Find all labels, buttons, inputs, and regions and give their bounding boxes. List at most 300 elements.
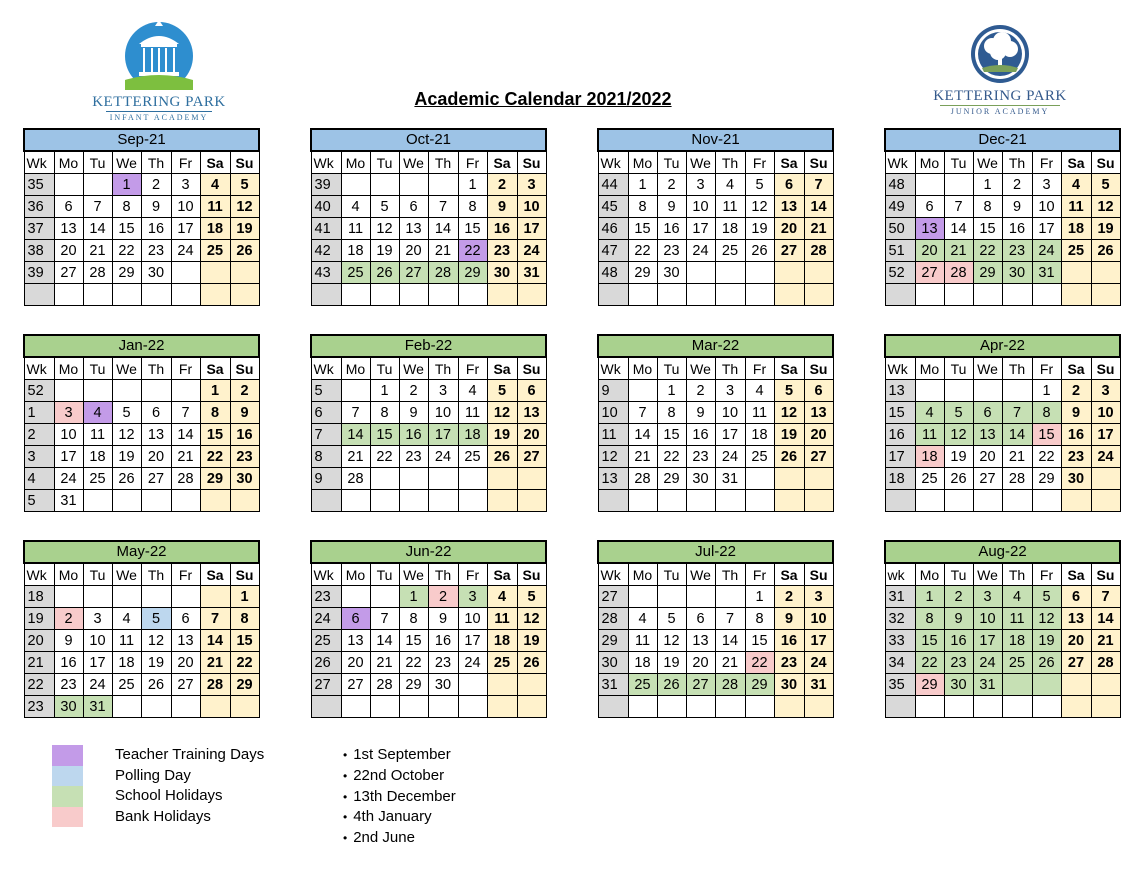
day-cell: 30 [944,674,973,696]
day-cell: 9 [774,608,804,630]
day-cell: 5 [370,196,399,218]
week-number: 52 [885,262,915,284]
day-cell: 4 [715,174,745,196]
page-title: Academic Calendar 2021/2022 [414,89,672,109]
day-cell: 28 [944,262,973,284]
week-column-header: Wk [885,151,915,174]
day-header: Fr [1032,357,1061,380]
training-dates-list [343,745,456,849]
empty-cell [341,490,370,512]
day-cell: 11 [83,424,112,446]
week-number: 9 [311,468,341,490]
week-number [598,696,628,718]
month-aug-22 [884,540,1121,718]
day-cell: 1 [745,586,774,608]
day-cell: 13 [1061,608,1091,630]
day-cell: 25 [200,240,230,262]
day-cell: 28 [83,262,112,284]
week-number: 23 [24,696,54,718]
week-column-header: Wk [311,563,341,586]
week-number: 44 [598,174,628,196]
legend-swatch [52,786,83,807]
bandstand-icon [119,14,199,90]
day-cell: 5 [230,174,259,196]
week-number [885,490,915,512]
day-cell: 25 [1061,240,1091,262]
day-cell: 15 [112,218,141,240]
day-cell: 4 [487,586,517,608]
week-number: 43 [311,262,341,284]
empty-cell [428,284,458,306]
day-cell: 26 [230,240,259,262]
week-number: 10 [598,402,628,424]
day-cell: 22 [399,652,428,674]
day-cell: 19 [112,446,141,468]
day-cell: 24 [804,652,833,674]
day-cell: 24 [83,674,112,696]
day-cell: 26 [141,674,171,696]
day-cell: 27 [774,240,804,262]
training-date: • 13th December [343,787,456,805]
empty-cell [341,174,370,196]
empty-cell [745,262,774,284]
day-cell: 21 [1002,446,1032,468]
day-header: Sa [487,357,517,380]
day-header: We [686,357,715,380]
day-cell: 6 [141,402,171,424]
week-number: 18 [24,586,54,608]
empty-cell [804,468,833,490]
day-cell: 16 [428,630,458,652]
day-cell: 13 [141,424,171,446]
day-header: Th [1002,563,1032,586]
day-cell: 8 [370,402,399,424]
day-header: Fr [171,563,200,586]
empty-cell [686,490,715,512]
day-header: Su [230,357,259,380]
day-cell: 12 [1091,196,1120,218]
day-cell: 16 [1002,218,1032,240]
day-cell: 8 [458,196,487,218]
day-cell: 30 [230,468,259,490]
day-cell: 7 [171,402,200,424]
day-cell: 13 [171,630,200,652]
day-cell: 29 [745,674,774,696]
empty-cell [428,490,458,512]
tree-icon [968,24,1032,84]
day-cell: 14 [804,196,833,218]
week-column-header: Wk [598,357,628,380]
day-cell: 30 [686,468,715,490]
month-apr-22 [884,334,1121,512]
empty-cell [200,696,230,718]
day-cell: 11 [628,630,657,652]
empty-cell [973,490,1002,512]
day-cell: 26 [745,240,774,262]
day-cell: 31 [54,490,83,512]
day-header: Fr [458,563,487,586]
week-column-header: Wk [598,563,628,586]
day-header: Tu [83,151,112,174]
day-cell: 2 [944,586,973,608]
day-header: Su [1091,151,1120,174]
week-number [598,284,628,306]
bullet-icon: • [343,831,348,846]
week-number: 9 [598,380,628,402]
day-header: Tu [370,563,399,586]
day-header: Mo [915,151,944,174]
day-cell: 17 [973,630,1002,652]
day-cell: 9 [428,608,458,630]
week-number: 27 [311,674,341,696]
day-cell: 31 [517,262,546,284]
day-header: We [399,563,428,586]
empty-cell [171,284,200,306]
day-cell: 3 [686,174,715,196]
day-header: Sa [200,151,230,174]
empty-cell [112,284,141,306]
day-header: Su [804,357,833,380]
day-cell: 15 [973,218,1002,240]
day-cell: 30 [428,674,458,696]
day-cell: 24 [517,240,546,262]
week-number: 40 [311,196,341,218]
infant-logo-name: KETTERING PARK [92,94,226,110]
week-number: 26 [311,652,341,674]
empty-cell [517,696,546,718]
day-cell: 3 [1091,380,1120,402]
week-number: 6 [311,402,341,424]
empty-cell [1091,262,1120,284]
day-cell: 11 [745,402,774,424]
day-cell: 27 [686,674,715,696]
day-cell: 10 [428,402,458,424]
day-cell: 19 [944,446,973,468]
day-cell: 10 [715,402,745,424]
day-cell: 22 [370,446,399,468]
empty-cell [458,696,487,718]
day-cell: 22 [1032,446,1061,468]
day-cell: 4 [341,196,370,218]
day-header: Tu [657,151,686,174]
empty-cell [517,490,546,512]
day-cell: 4 [200,174,230,196]
empty-cell [774,696,804,718]
day-header: We [686,563,715,586]
day-cell: 12 [370,218,399,240]
day-cell: 7 [628,402,657,424]
day-cell: 8 [745,608,774,630]
month-header: Aug-22 [885,541,1120,563]
empty-cell [370,490,399,512]
day-cell: 12 [230,196,259,218]
empty-cell [112,586,141,608]
day-cell: 5 [517,586,546,608]
day-header: Sa [200,357,230,380]
empty-cell [54,174,83,196]
empty-cell [1032,696,1061,718]
day-cell: 22 [973,240,1002,262]
day-cell: 5 [487,380,517,402]
empty-cell [1032,490,1061,512]
day-cell: 4 [1002,586,1032,608]
empty-cell [628,284,657,306]
day-cell: 26 [517,652,546,674]
day-cell: 10 [458,608,487,630]
day-header: We [973,357,1002,380]
day-cell: 1 [399,586,428,608]
empty-cell [141,284,171,306]
day-cell: 22 [458,240,487,262]
empty-cell [1002,284,1032,306]
week-number: 22 [24,674,54,696]
day-cell: 6 [399,196,428,218]
week-number [311,490,341,512]
day-cell: 25 [487,652,517,674]
day-cell: 26 [112,468,141,490]
week-number: 12 [598,446,628,468]
week-number: 37 [24,218,54,240]
day-cell: 8 [399,608,428,630]
week-number: 45 [598,196,628,218]
day-cell: 14 [370,630,399,652]
day-header: Mo [54,357,83,380]
day-header: Sa [1061,357,1091,380]
day-cell: 11 [112,630,141,652]
day-cell: 25 [628,674,657,696]
day-cell: 17 [171,218,200,240]
empty-cell [399,174,428,196]
empty-cell [1091,674,1120,696]
day-cell: 21 [171,446,200,468]
day-cell: 16 [1061,424,1091,446]
empty-cell [973,696,1002,718]
day-cell: 30 [657,262,686,284]
day-header: Mo [628,151,657,174]
empty-cell [1091,490,1120,512]
day-header: We [399,357,428,380]
day-cell: 16 [230,424,259,446]
week-column-header: Wk [311,357,341,380]
day-cell: 11 [458,402,487,424]
empty-cell [1061,696,1091,718]
day-cell: 9 [1002,196,1032,218]
day-cell: 8 [200,402,230,424]
day-cell: 12 [1032,608,1061,630]
day-cell: 7 [1002,402,1032,424]
day-cell: 21 [341,446,370,468]
week-number: 13 [598,468,628,490]
day-cell: 7 [370,608,399,630]
empty-cell [112,490,141,512]
day-cell: 15 [370,424,399,446]
empty-cell [774,284,804,306]
empty-cell [745,696,774,718]
day-cell: 26 [657,674,686,696]
day-cell: 6 [171,608,200,630]
bullet-icon: • [343,789,348,804]
day-cell: 10 [517,196,546,218]
day-cell: 20 [517,424,546,446]
day-header: Fr [745,151,774,174]
legend-label: Teacher Training Days [115,746,265,763]
day-cell: 28 [1002,468,1032,490]
day-cell: 28 [715,674,745,696]
week-number: 49 [885,196,915,218]
day-cell: 28 [804,240,833,262]
day-cell: 13 [399,218,428,240]
day-cell: 20 [915,240,944,262]
week-number: 20 [24,630,54,652]
day-cell: 14 [1002,424,1032,446]
week-number: 15 [885,402,915,424]
day-cell: 2 [1061,380,1091,402]
day-cell: 19 [517,630,546,652]
day-cell: 11 [715,196,745,218]
day-cell: 29 [230,674,259,696]
day-cell: 21 [715,652,745,674]
legend-label: Bank Holidays [115,807,211,825]
day-cell: 27 [341,674,370,696]
day-cell: 20 [399,240,428,262]
day-cell: 9 [657,196,686,218]
day-cell: 2 [54,608,83,630]
day-cell: 20 [54,240,83,262]
day-cell: 10 [686,196,715,218]
week-number: 19 [24,608,54,630]
week-number: 24 [311,608,341,630]
empty-cell [200,490,230,512]
day-cell: 11 [1061,196,1091,218]
empty-cell [83,586,112,608]
month-header: Dec-21 [885,129,1120,151]
day-cell: 15 [628,218,657,240]
day-cell: 23 [230,446,259,468]
month-jun-22 [310,540,547,718]
day-cell: 23 [54,674,83,696]
day-cell: 20 [171,652,200,674]
day-cell: 7 [804,174,833,196]
day-header: Tu [944,357,973,380]
day-cell: 20 [341,652,370,674]
day-cell: 22 [628,240,657,262]
day-cell: 25 [83,468,112,490]
empty-cell [399,696,428,718]
week-number: 47 [598,240,628,262]
day-cell: 17 [686,218,715,240]
day-cell: 22 [745,652,774,674]
empty-cell [686,262,715,284]
empty-cell [171,490,200,512]
empty-cell [487,284,517,306]
day-cell: 18 [715,218,745,240]
day-cell: 1 [973,174,1002,196]
day-cell: 28 [1091,652,1120,674]
day-cell: 24 [458,652,487,674]
day-cell: 3 [715,380,745,402]
day-cell: 30 [141,262,171,284]
week-column-header: Wk [24,563,54,586]
day-cell: 8 [657,402,686,424]
month-dec-21 [884,128,1121,306]
month-jul-22 [597,540,834,718]
empty-cell [370,174,399,196]
empty-cell [944,696,973,718]
day-cell: 26 [774,446,804,468]
week-number: 42 [311,240,341,262]
day-cell: 5 [112,402,141,424]
day-cell: 16 [657,218,686,240]
day-header: Th [141,563,171,586]
day-cell: 20 [774,218,804,240]
empty-cell [428,696,458,718]
week-number: 16 [885,424,915,446]
empty-cell [141,586,171,608]
day-cell: 23 [944,652,973,674]
day-cell: 29 [112,262,141,284]
empty-cell [973,284,1002,306]
day-cell: 18 [458,424,487,446]
day-cell: 14 [944,218,973,240]
day-cell: 17 [83,652,112,674]
week-number [885,696,915,718]
day-cell: 19 [774,424,804,446]
day-cell: 18 [745,424,774,446]
day-cell: 31 [715,468,745,490]
infant-logo-sub: INFANT ACADEMY [109,113,209,122]
legend-swatch [52,745,83,766]
day-header: Th [141,151,171,174]
empty-cell [141,490,171,512]
day-cell: 6 [774,174,804,196]
day-cell: 30 [54,696,83,718]
day-cell: 28 [171,468,200,490]
day-header: Fr [745,357,774,380]
empty-cell [428,174,458,196]
day-cell: 16 [399,424,428,446]
day-header: Tu [370,151,399,174]
day-header: Fr [1032,563,1061,586]
day-header: Mo [915,357,944,380]
day-header: Th [1002,357,1032,380]
week-column-header: Wk [885,357,915,380]
empty-cell [1091,284,1120,306]
empty-cell [399,490,428,512]
empty-cell [628,380,657,402]
day-cell: 9 [54,630,83,652]
empty-cell [715,586,745,608]
empty-cell [1061,284,1091,306]
empty-cell [54,380,83,402]
month-header: Mar-22 [598,335,833,357]
legend-swatch [52,766,83,787]
day-cell: 7 [1091,586,1120,608]
junior-logo-name: KETTERING PARK [933,88,1067,104]
week-number: 30 [598,652,628,674]
month-header: Sep-21 [24,129,259,151]
day-cell: 6 [915,196,944,218]
day-cell: 15 [230,630,259,652]
day-cell: 10 [171,196,200,218]
empty-cell [517,468,546,490]
empty-cell [944,284,973,306]
day-cell: 3 [54,402,83,424]
day-cell: 19 [1091,218,1120,240]
day-cell: 26 [370,262,399,284]
month-nov-21 [597,128,834,306]
day-header: Mo [628,563,657,586]
week-number: 21 [24,652,54,674]
